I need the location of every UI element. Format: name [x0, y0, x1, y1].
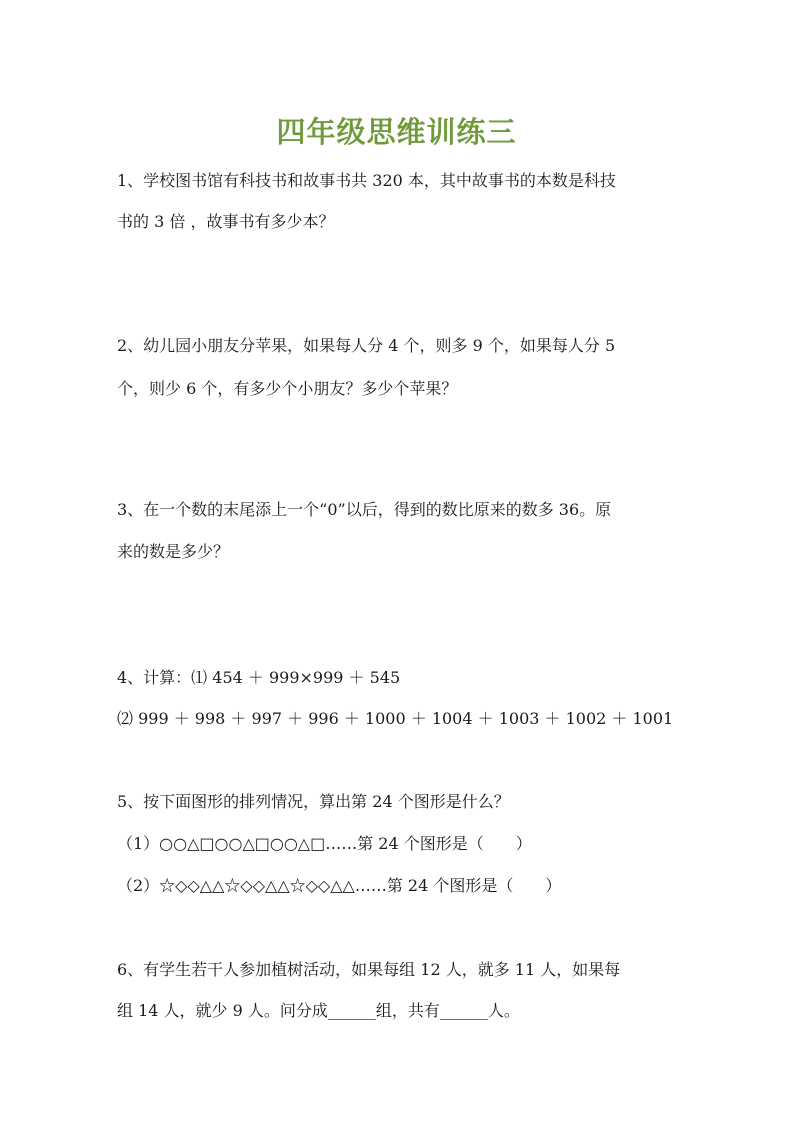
q5-line-2: （1）○○△□○○△□○○△□……第 24 个图形是（ ）: [117, 834, 532, 853]
q1-line-1: 1、学校图书馆有科技书和故事书共 320 本，其中故事书的本数是科技: [117, 171, 616, 190]
q3-line-1: 3、在一个数的末尾添上一个“0”以后，得到的数比原来的数多 36。原: [117, 500, 612, 519]
q1-line-2: 书的 3 倍 ，故事书有多少本？: [117, 212, 335, 231]
q2-line-1: 2、幼儿园小朋友分苹果，如果每人分 4 个，则多 9 个，如果每人分 5: [117, 336, 616, 355]
q4-line-1: 4、计算：⑴ 454 ＋ 999×999 ＋ 545: [117, 668, 401, 687]
q2-line-2: 个，则少 6 个，有多少个小朋友？多少个苹果？: [117, 379, 458, 398]
q5-line-1: 5、按下面图形的排列情况，算出第 24 个图形是什么？: [117, 792, 510, 811]
q6-line-2: 组 14 人，就少 9 人。问分成______组，共有______人。: [117, 1001, 520, 1020]
q4-line-2: ⑵ 999 ＋ 998 ＋ 997 ＋ 996 ＋ 1000 ＋ 1004 ＋ 1003 ＋ 1002 ＋ 1001: [117, 709, 674, 728]
q6-line-1: 6、有学生若干人参加植树活动，如果每组 12 人，就多 11 人，如果每: [117, 960, 621, 979]
q5-line-3: （2）☆◇◇△△☆◇◇△△☆◇◇△△……第 24 个图形是（ ）: [117, 876, 562, 895]
q3-line-2: 来的数是多少？: [117, 542, 230, 561]
page-title: 四年级思维训练三: [276, 115, 517, 149]
